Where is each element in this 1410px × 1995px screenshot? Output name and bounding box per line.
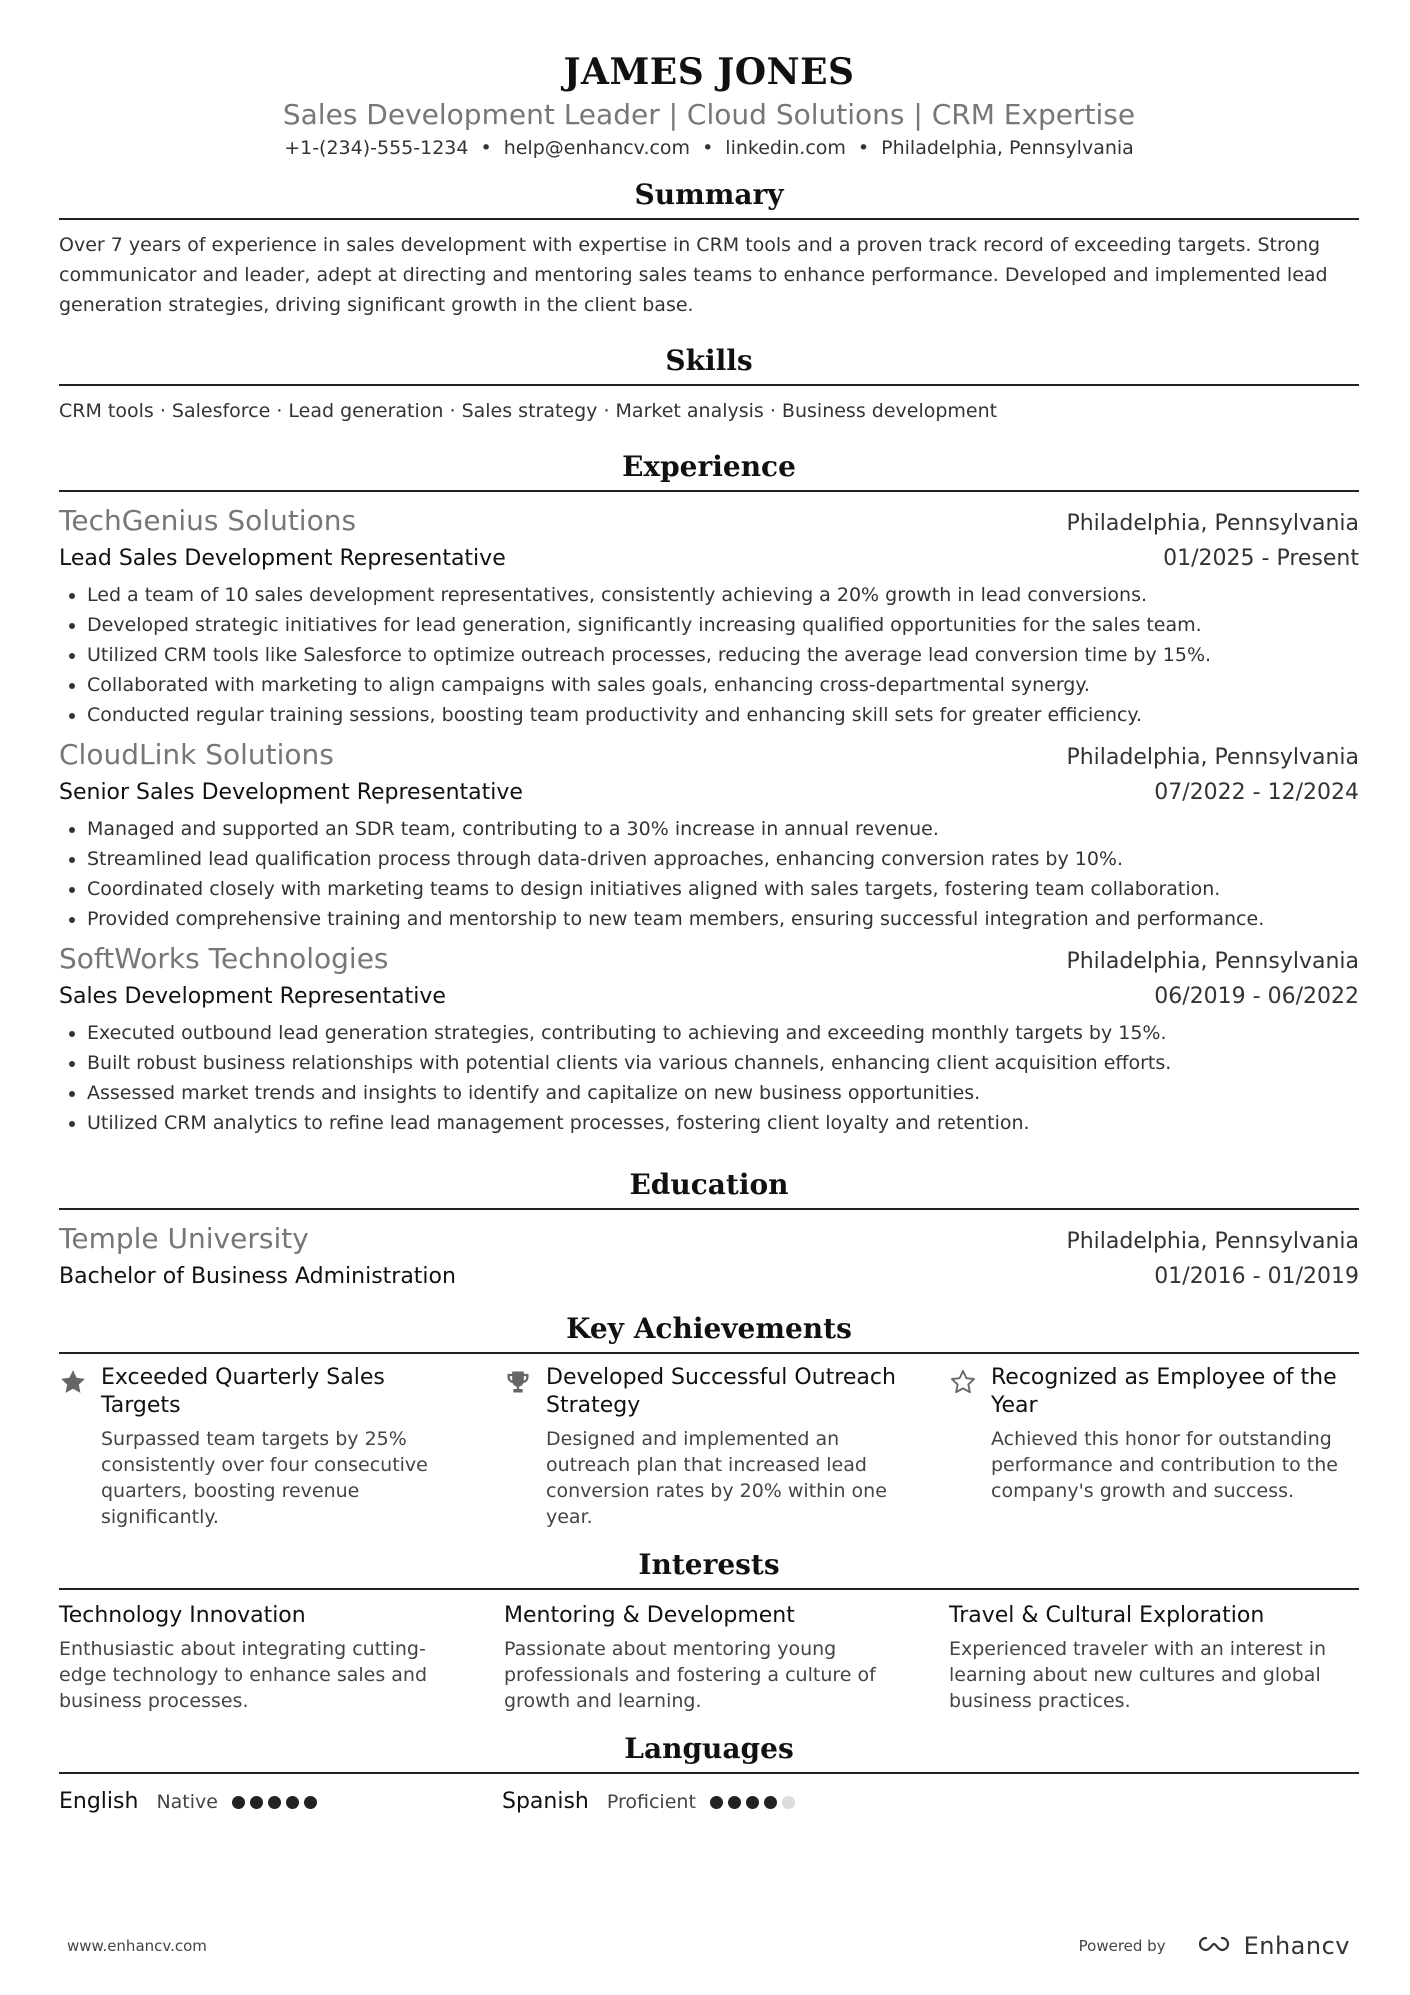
rating-dot-empty <box>782 1796 795 1809</box>
summary-text: Over 7 years of experience in sales development with expertise in CRM tools and a proven track record of exceeding targets. Strong communicator and leader, adept at directing and mentoring sales teams to enhance performance. Developed and implemented lead generation strategies, driving significant growth in the client base. <box>59 234 1328 316</box>
bullet-item: • Led a team of 10 sales development representatives, consistently achieving a 20% growth in lead conversions. <box>87 580 1359 610</box>
interest-description: Experienced traveler with an interest in learning about new cultures and global business practices. <box>949 1638 1327 1712</box>
rating-dot-filled <box>286 1796 299 1809</box>
job-location: Philadelphia, Pennsylvania <box>1066 745 1359 770</box>
contact-email[interactable]: help@enhancv.com <box>503 137 691 159</box>
school-location: Philadelphia, Pennsylvania <box>1066 1229 1359 1254</box>
interest-title: Mentoring & Development <box>504 1603 795 1628</box>
enhancv-logo-icon <box>1192 1933 1236 1959</box>
achievement-description: Surpassed team targets by 25% consistently over four consecutive quarters, boosting revenue significantly. <box>101 1428 428 1528</box>
job-dates: 07/2022 - 12/2024 <box>1154 780 1359 805</box>
section-divider <box>59 384 1359 386</box>
bullet-item: • Built robust business relationships with potential clients via various channels, enhancing client acquisition efforts. <box>87 1048 1359 1078</box>
bullet-item: • Developed strategic initiatives for lead generation, significantly increasing qualified opportunities for the sales team. <box>87 610 1359 640</box>
bullet-item: • Provided comprehensive training and mentorship to new team members, ensuring successful integration and performance. <box>87 904 1359 934</box>
resume-page <box>59 48 1359 1820</box>
language-level: Native <box>156 1791 218 1813</box>
achievement-description: Designed and implemented an outreach plan that increased lead conversion rates by 20% within one year. <box>546 1428 887 1528</box>
bullet-item: • Utilized CRM analytics to refine lead management processes, fostering client loyalty and retention. <box>87 1108 1359 1138</box>
job-bullets <box>59 814 1359 934</box>
education-dates: 01/2016 - 01/2019 <box>1154 1264 1359 1289</box>
bullet-item: • Collaborated with marketing to align campaigns with sales goals, enhancing cross-departmental synergy. <box>87 670 1359 700</box>
language-level: Proficient <box>606 1791 696 1813</box>
school-name: Temple University <box>59 1222 309 1255</box>
job-dates: 01/2025 - Present <box>1163 546 1359 571</box>
achievements-section <box>59 1294 1359 1530</box>
summary-title: Summary <box>634 178 784 211</box>
language-rating <box>232 1796 322 1809</box>
company-name: SoftWorks Technologies <box>59 942 389 975</box>
section-divider <box>59 1352 1359 1354</box>
job-location: Philadelphia, Pennsylvania <box>1066 949 1359 974</box>
interest-title: Technology Innovation <box>59 1603 306 1628</box>
contact-separator: • <box>702 137 714 159</box>
bullet-item: • Assessed market trends and insights to identify and capitalize on new business opportunities. <box>87 1078 1359 1108</box>
rating-dot-filled <box>728 1796 741 1809</box>
experience-entry <box>59 502 1359 730</box>
experience-title: Experience <box>622 450 796 483</box>
achievement-title: Exceeded Quarterly Sales Targets <box>101 1365 385 1418</box>
section-divider <box>59 1588 1359 1590</box>
job-title: Lead Sales Development Representative <box>59 546 506 571</box>
achievement-title: Developed Successful Outreach Strategy <box>546 1365 896 1418</box>
trophy-icon <box>504 1364 546 1530</box>
achievement-item <box>504 1364 914 1530</box>
brand-name: Enhancv <box>1243 1932 1350 1960</box>
rating-dot-filled <box>304 1796 317 1809</box>
company-name: TechGenius Solutions <box>59 504 357 537</box>
languages-section <box>59 1714 1359 1820</box>
headline: Sales Development Leader | Cloud Solutions | CRM Expertise <box>282 98 1136 131</box>
achievement-item <box>949 1364 1359 1530</box>
job-title: Senior Sales Development Representative <box>59 780 523 805</box>
rating-dot-filled <box>250 1796 263 1809</box>
section-divider <box>59 1208 1359 1210</box>
section-divider <box>59 1772 1359 1774</box>
skills-list: CRM tools · Salesforce · Lead generation · Sales strategy · Market analysis · Business development <box>59 400 998 422</box>
language-item <box>59 1784 502 1820</box>
footer-website[interactable]: www.enhancv.com <box>67 1937 207 1955</box>
bullet-item: • Utilized CRM tools like Salesforce to optimize outreach processes, reducing the average lead conversion time by 15%. <box>87 640 1359 670</box>
language-name: English <box>59 1789 139 1814</box>
language-rating <box>710 1796 800 1809</box>
interest-item <box>949 1600 1359 1714</box>
rating-dot-filled <box>268 1796 281 1809</box>
interest-title: Travel & Cultural Exploration <box>949 1603 1265 1628</box>
summary-section <box>59 162 1359 320</box>
powered-by-label: Powered by <box>1078 1937 1166 1955</box>
footer <box>67 1932 1350 1960</box>
interests-title: Interests <box>638 1548 780 1581</box>
section-divider <box>59 218 1359 220</box>
bullet-item: • Coordinated closely with marketing teams to design initiatives aligned with sales targets, fostering team collaboration. <box>87 874 1359 904</box>
education-title: Education <box>629 1168 789 1201</box>
rating-dot-filled <box>764 1796 777 1809</box>
languages-title: Languages <box>624 1732 794 1765</box>
rating-dot-filled <box>710 1796 723 1809</box>
job-dates: 06/2019 - 06/2022 <box>1154 984 1359 1009</box>
achievement-description: Achieved this honor for outstanding performance and contribution to the company's growth and success. <box>991 1428 1338 1502</box>
job-bullets <box>59 580 1359 730</box>
contact-separator: • <box>480 137 492 159</box>
star-outline-icon <box>949 1364 991 1530</box>
interest-description: Enthusiastic about integrating cutting-edge technology to enhance sales and business processes. <box>59 1638 428 1712</box>
company-name: CloudLink Solutions <box>59 738 334 771</box>
job-bullets <box>59 1018 1359 1138</box>
skills-section <box>59 320 1359 426</box>
achievement-item <box>59 1364 469 1530</box>
education-section <box>59 1144 1359 1294</box>
experience-entry <box>59 736 1359 934</box>
candidate-name: JAMES JONES <box>563 51 855 93</box>
contact-phone: +1-(234)-555-1234 <box>284 137 469 159</box>
interest-item <box>504 1600 914 1714</box>
achievement-title: Recognized as Employee of the Year <box>991 1365 1337 1418</box>
language-name: Spanish <box>502 1789 589 1814</box>
job-location: Philadelphia, Pennsylvania <box>1066 511 1359 536</box>
degree: Bachelor of Business Administration <box>59 1264 456 1289</box>
contact-linkedin[interactable]: linkedin.com <box>725 137 846 159</box>
section-divider <box>59 490 1359 492</box>
job-title: Sales Development Representative <box>59 984 446 1009</box>
bullet-item: • Managed and supported an SDR team, contributing to a 30% increase in annual revenue. <box>87 814 1359 844</box>
interests-section <box>59 1530 1359 1714</box>
bullet-item: • Streamlined lead qualification process through data-driven approaches, enhancing conversion rates by 10%. <box>87 844 1359 874</box>
achievements-title: Key Achievements <box>566 1312 852 1345</box>
contact-line <box>59 134 1359 162</box>
interest-description: Passionate about mentoring young professionals and fostering a culture of growth and learning. <box>504 1638 876 1712</box>
skills-title: Skills <box>665 344 753 377</box>
bullet-item: • Executed outbound lead generation strategies, contributing to achieving and exceeding monthly targets by 15%. <box>87 1018 1359 1048</box>
interest-item <box>59 1600 469 1714</box>
contact-separator: • <box>857 137 870 159</box>
contact-location: Philadelphia, Pennsylvania <box>881 137 1134 159</box>
experience-section <box>59 426 1359 1138</box>
star-filled-icon <box>59 1364 101 1530</box>
rating-dot-filled <box>746 1796 759 1809</box>
language-item <box>502 1784 945 1820</box>
experience-entry <box>59 940 1359 1138</box>
rating-dot-filled <box>232 1796 245 1809</box>
bullet-item: • Conducted regular training sessions, boosting team productivity and enhancing skill sets for greater efficiency. <box>87 700 1359 730</box>
